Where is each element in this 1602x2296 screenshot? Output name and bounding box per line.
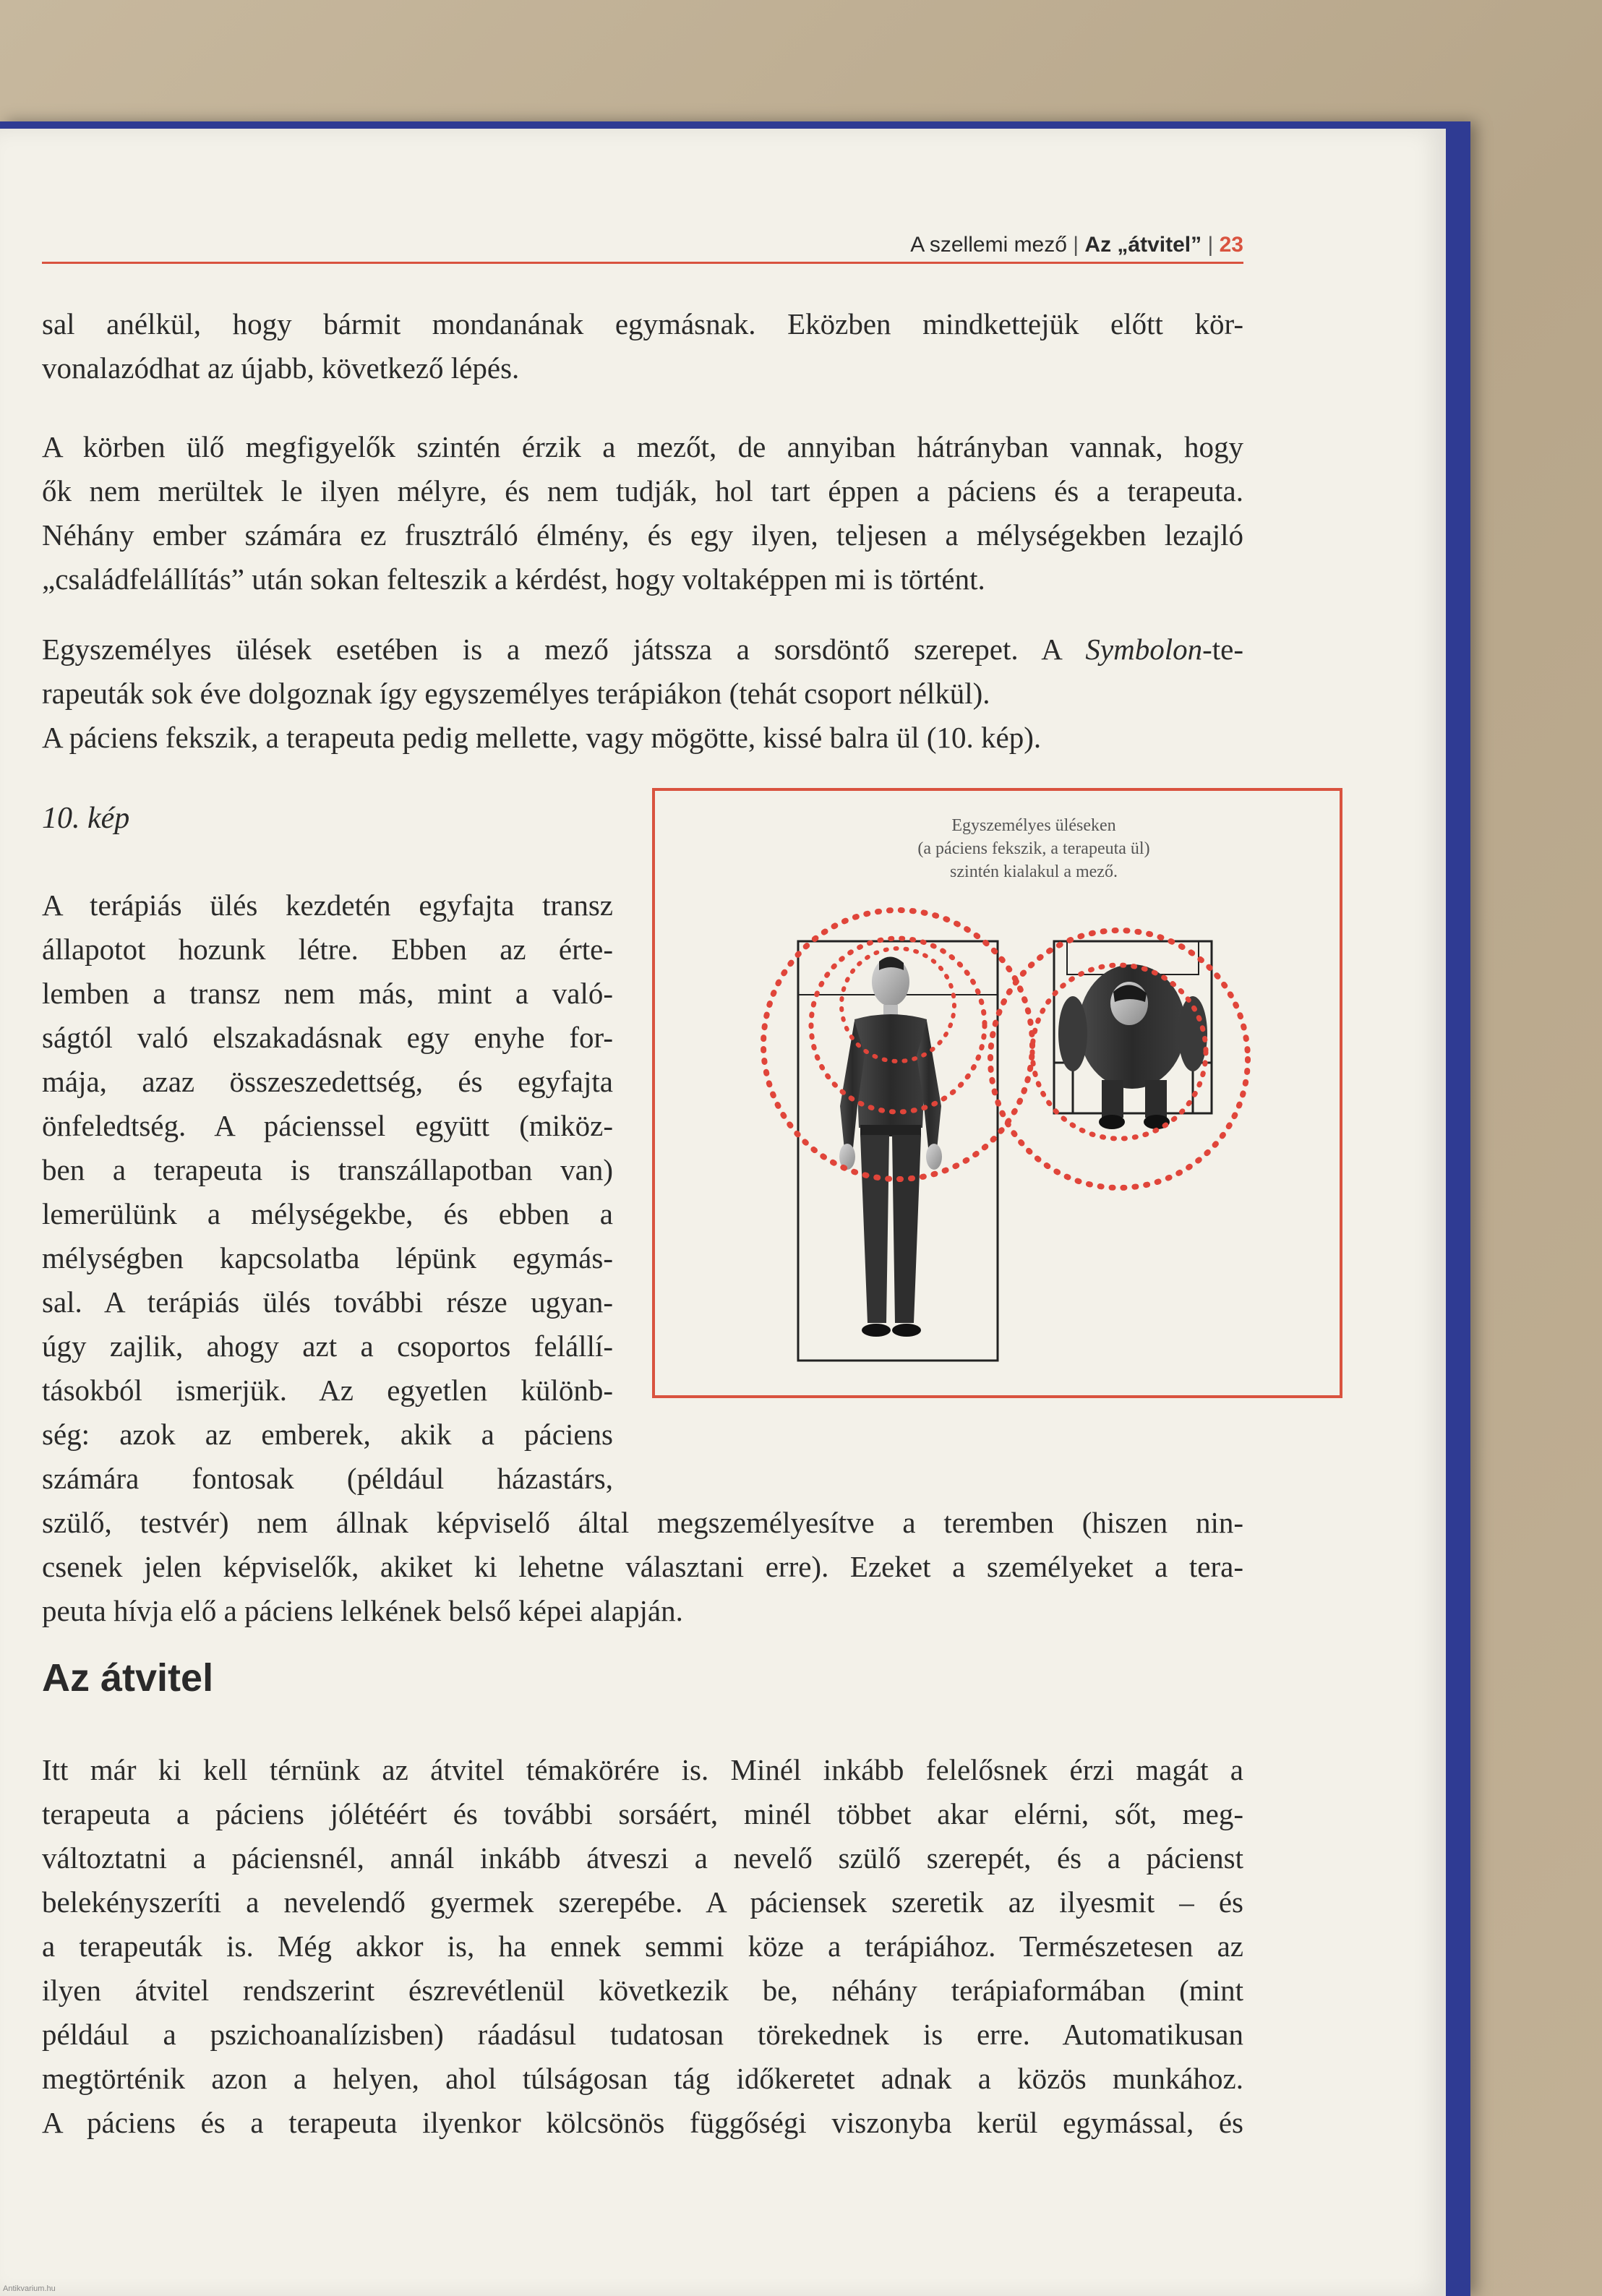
text-run: Egyszemélyes ülések esetében is a mező játssza a sorsdöntő szerepet. A xyxy=(42,633,1086,666)
paragraph-line: A páciens és a terapeuta ilyenkor kölcsönös függőségi viszonyba kerül egymással, és xyxy=(42,2106,1243,2139)
paragraph-line: A páciens fekszik, a terapeuta pedig mellette, vagy mögötte, kissé balra ül (10. kép). xyxy=(42,721,1042,754)
section-heading: Az átvitel xyxy=(42,1656,214,1700)
paragraph-line: „családfelállítás” után sokan felteszik a kérdést, hogy voltaképpen mi is történt. xyxy=(42,562,985,596)
paragraph-line: ilyen átvitel rendszerint észrevétlenül következik be, néhány terápiaformában (mint xyxy=(42,1974,1243,2007)
paragraph-line: peuta hívja elő a páciens lelkének belső képei alapján. xyxy=(42,1594,683,1627)
paragraph-line: a terapeuták is. Még akkor is, ha ennek semmi köze a terápiához. Természetesen az xyxy=(42,1929,1243,1963)
paragraph-line: Néhány ember számára ez frusztráló élmény, és egy ilyen, teljesen a mélységekben lezajló xyxy=(42,518,1243,552)
figure-caption-line: (a páciens fekszik, a terapeuta ül) xyxy=(917,839,1150,858)
paragraph-line: ben a terapeuta is transzállapotban van) xyxy=(42,1153,613,1186)
paragraph-line: úgy zajlik, ahogy azt a csoportos felállí- xyxy=(42,1329,613,1363)
paragraph-line: terapeuta a páciens jólétéért és további sorsáért, minél többet akar elérni, sőt, meg- xyxy=(42,1797,1243,1830)
paragraph-line: szülő, testvér) nem állnak képviselő által megszemélyesítve a teremben (hiszen nin- xyxy=(42,1506,1243,1539)
paragraph-line: lemben a transz nem más, mint a való- xyxy=(42,977,613,1010)
figure-label: 10. kép xyxy=(42,802,130,835)
paragraph-line: rapeuták sok éve dolgoznak így egyszemélyes terápiákon (tehát csoport nélkül). xyxy=(42,677,990,710)
paragraph-line: ők nem merültek le ilyen mélyre, és nem tudják, hol tart éppen a páciens és a terapeuta. xyxy=(42,474,1243,507)
text-run: -te- xyxy=(1202,633,1243,666)
paragraph-line: változtatni a páciensnél, annál inkább átveszi a nevelő szülő szerepét, és a pácienst xyxy=(42,1841,1243,1875)
paragraph-line: ságtól való elszakadásnak egy enyhe for- xyxy=(42,1021,613,1054)
paragraph-line: A terápiás ülés kezdetén egyfajta transz xyxy=(42,888,613,922)
paragraph-line: A körben ülő megfigyelők szintén érzik a mezőt, de annyiban hátrányban vannak, hogy xyxy=(42,430,1243,463)
paragraph-line: mélységben kapcsolatba lépünk egymás- xyxy=(42,1241,613,1275)
paragraph-line: sal anélkül, hogy bármit mondanának egymásnak. Eközben mindkettejük előtt kör- xyxy=(42,307,1243,340)
page-number: 23 xyxy=(1219,233,1243,257)
paragraph-line: számára fontosak (például házastárs, xyxy=(42,1462,613,1495)
therapist-figure xyxy=(1058,964,1207,1129)
paragraph-line: tásokból ismerjük. Az egyetlen különb- xyxy=(42,1374,613,1407)
paragraph-line: csenek jelen képviselők, akiket ki lehetne választani erre). Ezeket a személyeket a tera- xyxy=(42,1550,1243,1583)
figure-caption-line: Egyszemélyes üléseken xyxy=(951,816,1116,835)
paragraph-line: megtörténik azon a helyen, ahol túlságosan tág időkeretet adnak a közös munkához. xyxy=(42,2062,1243,2095)
patient-figure xyxy=(839,956,942,1337)
paragraph-line: mája, azaz összeszedettség, és egyfajta xyxy=(42,1065,613,1098)
header-separator: | xyxy=(1073,233,1079,257)
paragraph-line: lemerülünk a mélységekbe, és ebben a xyxy=(42,1197,613,1230)
paragraph-line: Itt már ki kell térnünk az átvitel témakörére is. Minél inkább felelősnek érzi magát a xyxy=(42,1753,1243,1786)
paragraph-line: állapotot hozunk létre. Ebben az érte- xyxy=(42,933,613,966)
watermark: Antikvarium.hu xyxy=(3,2284,56,2293)
paragraph-line: vonalazódhat az újabb, következő lépés. xyxy=(42,351,520,385)
figure-caption-line: szintén kialakul a mező. xyxy=(950,862,1118,881)
paragraph-line: sal. A terápiás ülés további része ugyan- xyxy=(42,1285,613,1319)
paragraph-line: ség: azok az emberek, akik a páciens xyxy=(42,1418,613,1451)
paragraph-line: önfeledtség. A pácienssel együtt (miköz- xyxy=(42,1109,613,1142)
header-chapter: Az „átvitel” xyxy=(1084,233,1202,257)
header-section: A szellemi mező xyxy=(910,233,1067,257)
header-separator-2: | xyxy=(1207,233,1214,257)
paragraph-line: például a pszichoanalízisben) ráadásul tudatosan törekednek is erre. Automatikusan xyxy=(42,2018,1243,2051)
paragraph-5 xyxy=(42,1748,1243,2145)
italic-term: Symbolon xyxy=(1085,633,1203,666)
paragraph-line: belekényszeríti a nevelendő gyermek szerepébe. A páciensek szeretik az ilyesmit – és xyxy=(42,1885,1243,1919)
